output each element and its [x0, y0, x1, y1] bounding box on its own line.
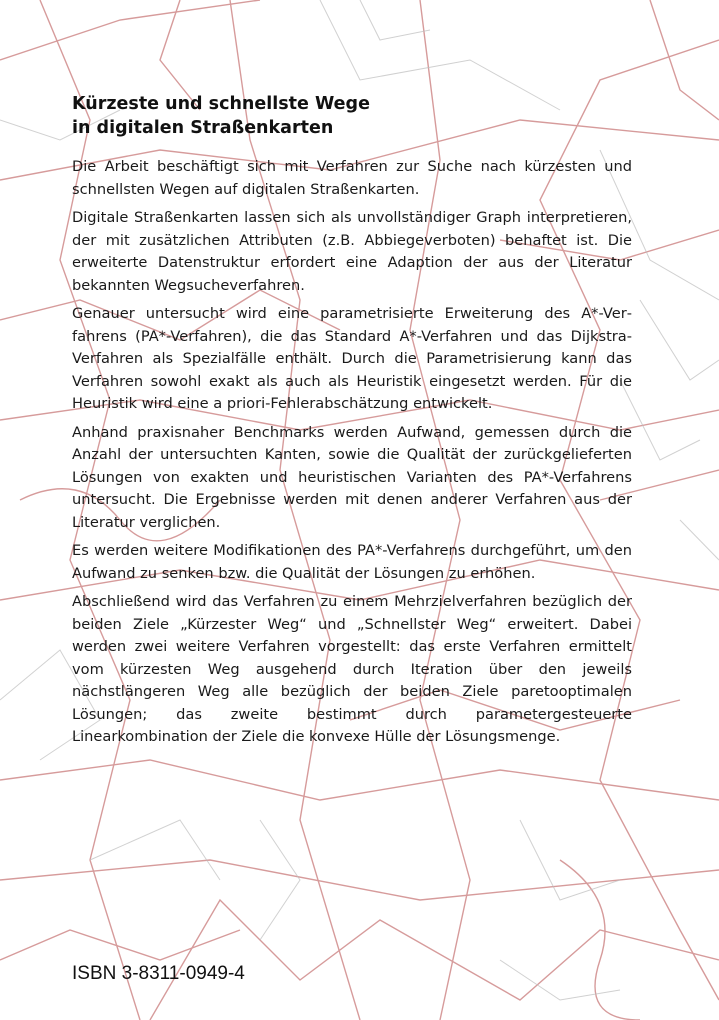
paragraph-graph: Digitale Straßenkarten lassen sich als unvollständiger Graph interpretieren, der mit zusätzlichen Attributen (z.B. Abbiegeverboten) behaftet ist. Die erweiterte Datenstruktur erfordert eine Adaption der aus der Literatur bekannten Wegsucheverfahren.: [72, 209, 632, 294]
paragraph-benchmarks: Anhand praxisnaher Benchmarks werden Aufwand, gemessen durch die Anzahl der untersuchten Kanten, sowie die Qualität der zurückgelieferten Lösungen von exakten und heuristischen Varianten des PA*-Verfahrens untersucht. Die Ergebnisse werden mit denen anderer Verfahren aus der Literatur verglichen.: [72, 423, 632, 531]
paragraph-pa-star: Genauer untersucht wird eine parametrisierte Erweiterung des A*-Verfahrens (PA*-Verfahren), die das Standard A*-Verfahren und das Dijkstra-Verfahren als Spezialfälle enthält. Durch die Parametrisierung kann das Verfahren sowohl exakt als auch als Heuristik eingesetzt werden. Für die Heuristik wird eine a priori-Fehlerabschätzung entwickelt.: [72, 305, 632, 412]
paragraph-modifications: Es werden weitere Modifikationen des PA*-Verfahrens durchgeführt, um den Aufwand zu senken bzw. die Qualität der Lösungen zu erhöhen.: [72, 542, 632, 582]
back-cover-text: [72, 92, 632, 755]
title-line-2: in digitalen Straßenkarten: [72, 118, 334, 138]
book-title: [72, 92, 632, 140]
paragraph-intro: Die Arbeit beschäftigt sich mit Verfahren zur Suche nach kürzesten und schnellsten Wegen auf digitalen Straßenkarten.: [72, 158, 632, 198]
paragraph-multiobjective: Abschließend wird das Verfahren zu einem Mehrzielverfahren bezüglich der beiden Ziele „Kürzester Weg“ und „Schnellster Weg“ erweitert. Dabei werden zwei weitere Verfahren vorgestellt: das erste Verfahren ermittelt vom kürzesten Weg ausgehend durch Iteration über den jeweils nächstlängeren Weg alle bezüglich der beiden Ziele paretooptimalen Lösungen; das zweite bestimmt durch parametergesteuerte Linearkombination der Ziele die konvexe Hülle der Lösungsmenge.: [72, 593, 632, 745]
isbn-number: ISBN 3-8311-0949-4: [72, 963, 245, 984]
title-line-1: Kürzeste und schnellste Wege: [72, 94, 370, 114]
